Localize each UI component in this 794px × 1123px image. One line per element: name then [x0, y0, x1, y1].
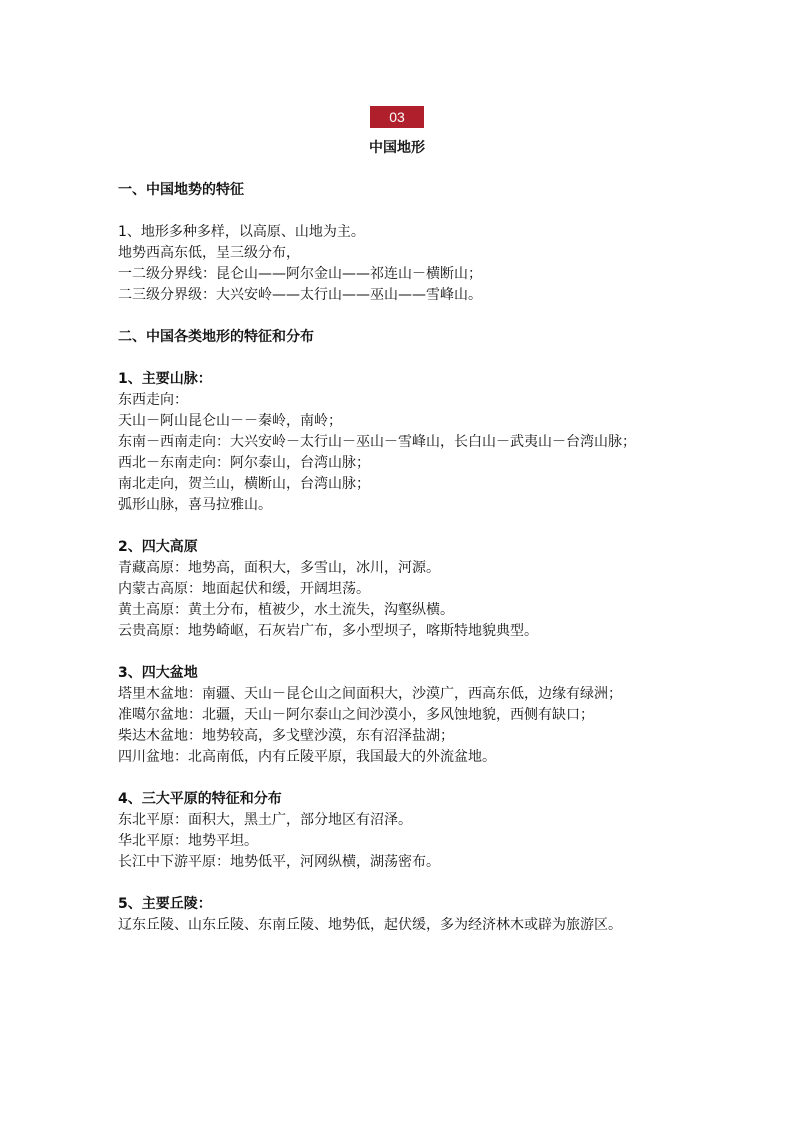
- paragraph-line: 西北－东南走向：阿尔泰山，台湾山脉；: [118, 455, 370, 471]
- paragraph-line: 华北平原：地势平坦。: [118, 833, 258, 849]
- paragraph-line: 二三级分界级：大兴安岭——太行山——巫山——雪峰山。: [118, 287, 482, 303]
- spacer: [118, 306, 678, 327]
- paragraph-line: 长江中下游平原：地势低平，河网纵横，湖荡密布。: [118, 854, 440, 870]
- paragraph-line: 四川盆地：北高南低，内有丘陵平原，我国最大的外流盆地。: [118, 749, 496, 765]
- paragraph-line: 青藏高原：地势高，面积大，多雪山，冰川，河源。: [118, 560, 440, 576]
- paragraph-line: 柴达木盆地：地势较高，多戈壁沙漠，东有沼泽盐湖；: [118, 728, 454, 744]
- subheading-mountains: 1、主要山脉：: [118, 371, 212, 387]
- document-body: [118, 180, 678, 936]
- paragraph-line: 东西走向：: [118, 392, 188, 408]
- paragraph-line: 塔里木盆地：南疆、天山－昆仑山之间面积大，沙漠广，西高东低，边缘有绿洲；: [118, 686, 622, 702]
- paragraph-line: 地势西高东低，呈三级分布，: [118, 245, 300, 261]
- section-heading-landforms: 二、中国各类地形的特征和分布: [118, 329, 314, 345]
- paragraph-line: 天山－阿山昆仑山－－秦岭，南岭；: [118, 413, 342, 429]
- spacer: [118, 516, 678, 537]
- subheading-basins: 3、四大盆地: [118, 665, 198, 681]
- paragraph-line: 一二级分界线：昆仑山——阿尔金山——祁连山－横断山；: [118, 266, 482, 282]
- spacer: [118, 873, 678, 894]
- paragraph-line: 弧形山脉，喜马拉雅山。: [118, 497, 272, 513]
- spacer: [118, 201, 678, 222]
- paragraph-line: 1、地形多种多样，以高原、山地为主。: [118, 224, 365, 240]
- paragraph-line: 黄土高原：黄土分布，植被少，水土流失，沟壑纵横。: [118, 602, 454, 618]
- paragraph-line: 东南－西南走向：大兴安岭－太行山－巫山－雪峰山，长白山－武夷山－台湾山脉；: [118, 434, 636, 450]
- paragraph-line: 云贵高原：地势崎岖，石灰岩广布，多小型坝子，喀斯特地貌典型。: [118, 623, 538, 639]
- paragraph-line: 内蒙古高原：地面起伏和缓，开阔坦荡。: [118, 581, 370, 597]
- subheading-plateaus: 2、四大高原: [118, 539, 198, 555]
- spacer: [118, 348, 678, 369]
- paragraph-line: 东北平原：面积大，黑土广，部分地区有沼泽。: [118, 812, 412, 828]
- spacer: [118, 642, 678, 663]
- subheading-hills: 5、主要丘陵：: [118, 896, 212, 912]
- paragraph-line: 辽东丘陵、山东丘陵、东南丘陵、地势低，起伏缓，多为经济林木或辟为旅游区。: [118, 917, 622, 933]
- subheading-plains: 4、三大平原的特征和分布: [118, 791, 282, 807]
- page-title: 中国地形: [369, 140, 425, 156]
- paragraph-line: 南北走向，贺兰山，横断山，台湾山脉；: [118, 476, 370, 492]
- section-number-badge: 03: [370, 106, 424, 128]
- spacer: [118, 768, 678, 789]
- paragraph-line: 准噶尔盆地：北疆，天山－阿尔泰山之间沙漠小，多风蚀地貌，西侧有缺口；: [118, 707, 594, 723]
- section-heading-terrain-features: 一、中国地势的特征: [118, 182, 244, 198]
